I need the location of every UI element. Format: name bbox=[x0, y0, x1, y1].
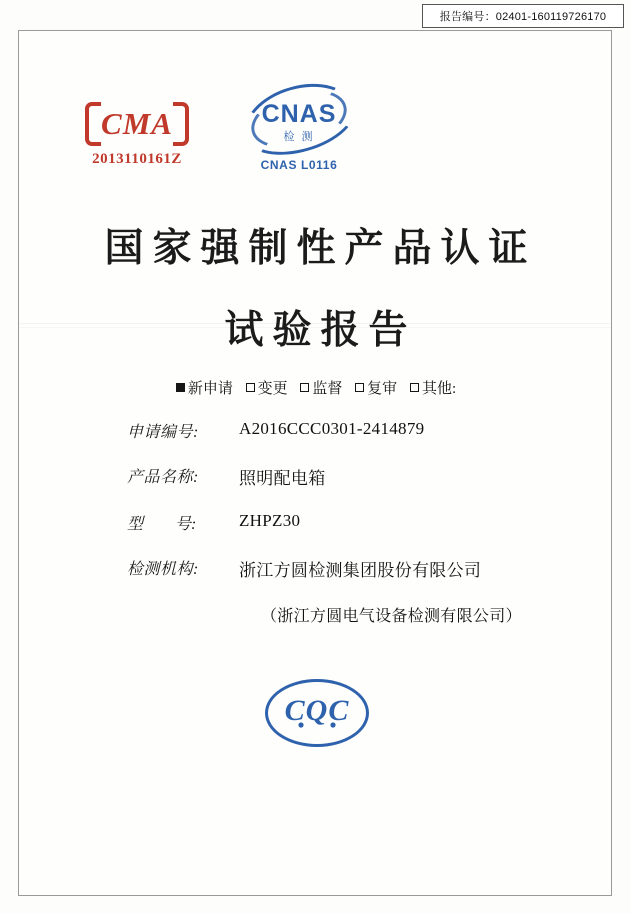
checkbox-icon-new[interactable] bbox=[176, 383, 185, 392]
page-subtitle: 试验报告 bbox=[224, 309, 417, 352]
checkbox-icon-change[interactable] bbox=[246, 383, 255, 392]
cma-code: 2013110161Z bbox=[92, 151, 182, 167]
checkbox-item-change[interactable] bbox=[246, 377, 288, 398]
cma-letters: CMA bbox=[101, 106, 173, 141]
field-testing-organization bbox=[19, 556, 613, 581]
page-title: 国家强制性产品认证 bbox=[104, 227, 537, 270]
field-value-testing-organization: 浙江方圆检测集团股份有限公司 bbox=[239, 561, 482, 580]
report-fields bbox=[19, 419, 613, 626]
cnas-chinese-label: 检 测 bbox=[283, 131, 315, 143]
field-label-model: 型 号: bbox=[127, 516, 197, 533]
field-product-name bbox=[19, 464, 613, 489]
field-application-number bbox=[19, 419, 613, 442]
cnas-logo bbox=[224, 84, 374, 172]
field-value-testing-organization-secondary: （浙江方圆电气设备检测有限公司） bbox=[261, 608, 522, 625]
cma-logo bbox=[82, 102, 192, 168]
certification-logos bbox=[19, 76, 613, 196]
report-number-box bbox=[422, 4, 624, 28]
cnas-letters: CNAS bbox=[261, 100, 337, 128]
checkbox-label-review: 复审 bbox=[367, 381, 398, 397]
field-model bbox=[19, 511, 613, 534]
field-label-application-number: 申请编号: bbox=[127, 424, 199, 441]
field-value-product-name: 照明配电箱 bbox=[239, 469, 326, 488]
cnas-code: CNAS L0116 bbox=[260, 158, 338, 172]
field-label-product-name: 产品名称: bbox=[127, 469, 199, 486]
checkbox-item-new[interactable] bbox=[176, 377, 233, 398]
field-value-model: ZHPZ30 bbox=[239, 511, 301, 530]
checkbox-label-other: 其他: bbox=[421, 381, 457, 397]
checkbox-item-review[interactable] bbox=[355, 377, 397, 398]
checkbox-label-change: 变更 bbox=[257, 381, 288, 397]
checkbox-label-supervise: 监督 bbox=[312, 381, 343, 397]
checkbox-item-supervise[interactable] bbox=[300, 377, 342, 398]
cqc-letters: CQC bbox=[284, 694, 350, 727]
field-value-application-number: A2016CCC0301-2414879 bbox=[239, 419, 425, 438]
report-number-label: 报告编号：02401-160119726170 bbox=[439, 11, 607, 23]
checkbox-label-new: 新申请 bbox=[187, 381, 233, 397]
cma-mark-icon bbox=[85, 102, 189, 146]
checkbox-icon-supervise[interactable] bbox=[300, 383, 309, 392]
cnas-mark-icon bbox=[236, 84, 362, 156]
cqc-logo bbox=[265, 679, 369, 747]
checkbox-icon-other[interactable] bbox=[410, 383, 419, 392]
application-type-row bbox=[19, 377, 613, 398]
field-label-testing-organization: 检测机构: bbox=[127, 561, 199, 578]
document-border bbox=[18, 30, 612, 896]
checkbox-icon-review[interactable] bbox=[355, 383, 364, 392]
checkbox-item-other[interactable] bbox=[410, 377, 456, 398]
